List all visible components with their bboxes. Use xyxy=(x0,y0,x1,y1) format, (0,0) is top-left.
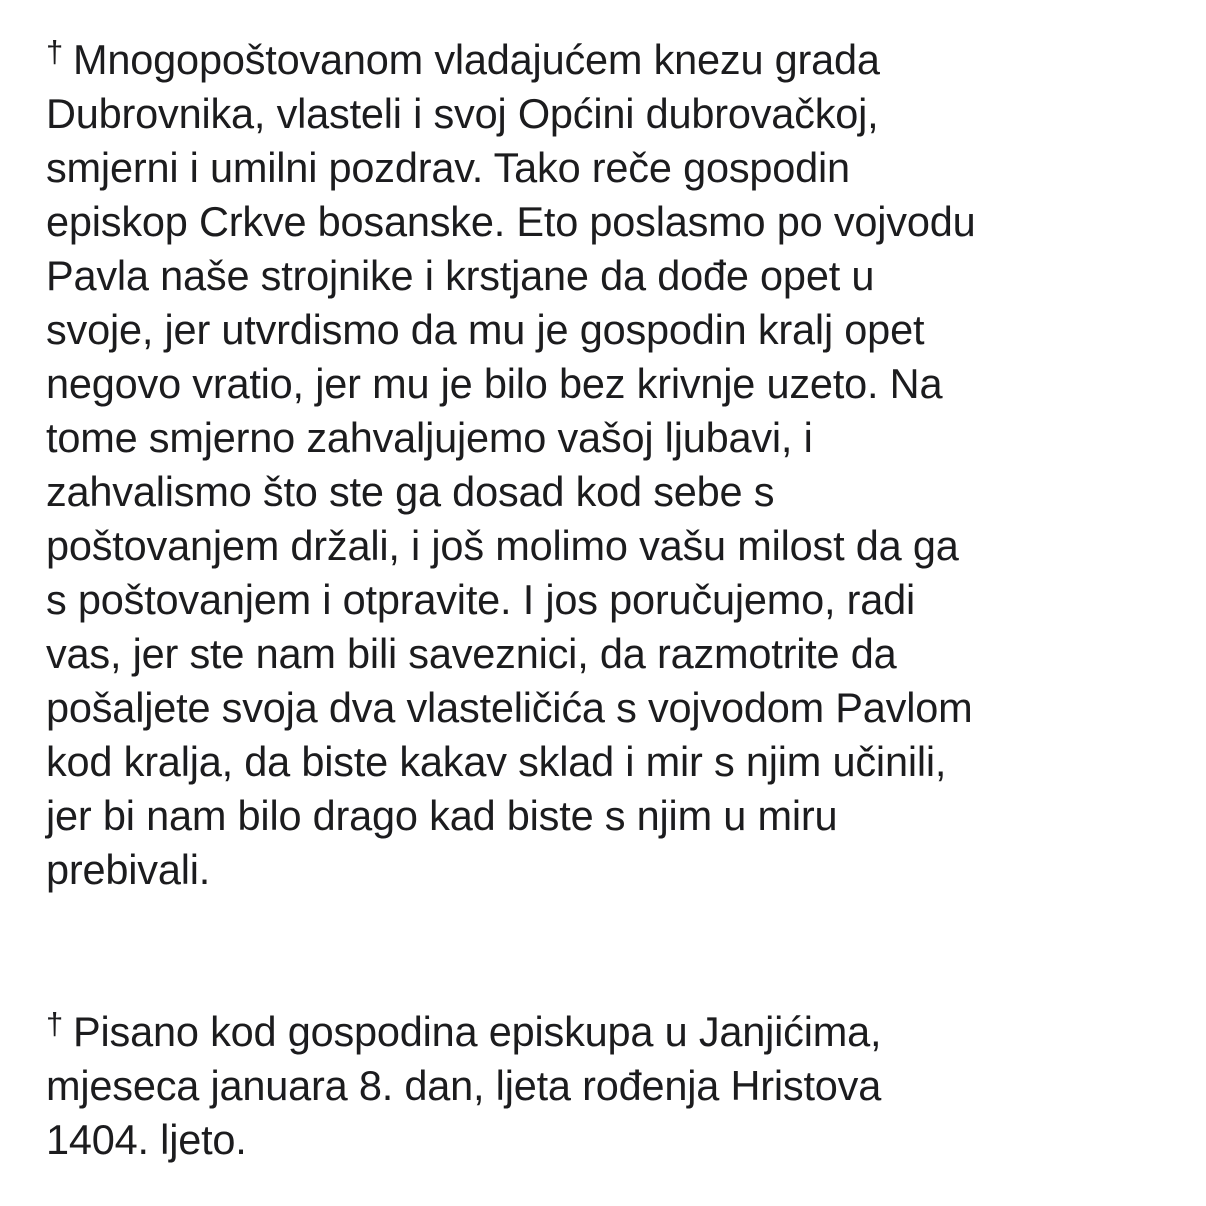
text-line: svoje, jer utvrdismo da mu je gospodin kralj opet xyxy=(46,306,925,353)
text-line: mjeseca januara 8. dan, ljeta rođenja Hristova xyxy=(46,1062,882,1109)
text-line: s poštovanjem i otpravite. I jos poručujemo, radi xyxy=(46,576,916,623)
text-line: episkop Crkve bosanske. Eto poslasmo po vojvodu xyxy=(46,198,976,245)
text-line: zahvalismo što ste ga dosad kod sebe s xyxy=(46,468,775,515)
text-line: 1404. ljeto. xyxy=(46,1116,247,1163)
text-line xyxy=(46,1005,1196,1059)
paragraph-gap xyxy=(46,897,1196,1005)
text-line xyxy=(46,33,1196,87)
text-line: kod kralja, da biste kakav sklad i mir s njim učinili, xyxy=(46,738,947,785)
letter-paragraph-greeting xyxy=(46,33,1196,897)
text-line: tome smjerno zahvaljujemo vašoj ljubavi, i xyxy=(46,414,813,461)
text-line: smjerni i umilni pozdrav. Tako reče gospodin xyxy=(46,144,850,191)
letter-text xyxy=(46,33,1196,1167)
text-line: Dubrovnika, vlasteli i svoj Općini dubrovačkoj, xyxy=(46,90,879,137)
text-line: pošaljete svoja dva vlasteličića s vojvodom Pavlom xyxy=(46,684,973,731)
letter-paragraph-dating xyxy=(46,1005,1196,1167)
text-line: poštovanjem držali, i još molimo vašu milost da ga xyxy=(46,522,959,569)
text-line-content: Pisano kod gospodina episkupa u Janjićima, xyxy=(73,1008,882,1055)
text-line: Pavla naše strojnike i krstjane da dođe opet u xyxy=(46,252,875,299)
text-line: vas, jer ste nam bili saveznici, da razmotrite da xyxy=(46,630,897,677)
cross-icon: † xyxy=(46,34,64,69)
cross-icon: † xyxy=(46,1006,64,1041)
text-line: prebivali. xyxy=(46,846,211,893)
text-line: jer bi nam bilo drago kad biste s njim u miru xyxy=(46,792,838,839)
text-line-content: Mnogopoštovanom vladajućem knezu grada xyxy=(73,36,880,83)
text-line: negovo vratio, jer mu je bilo bez krivnje uzeto. Na xyxy=(46,360,943,407)
